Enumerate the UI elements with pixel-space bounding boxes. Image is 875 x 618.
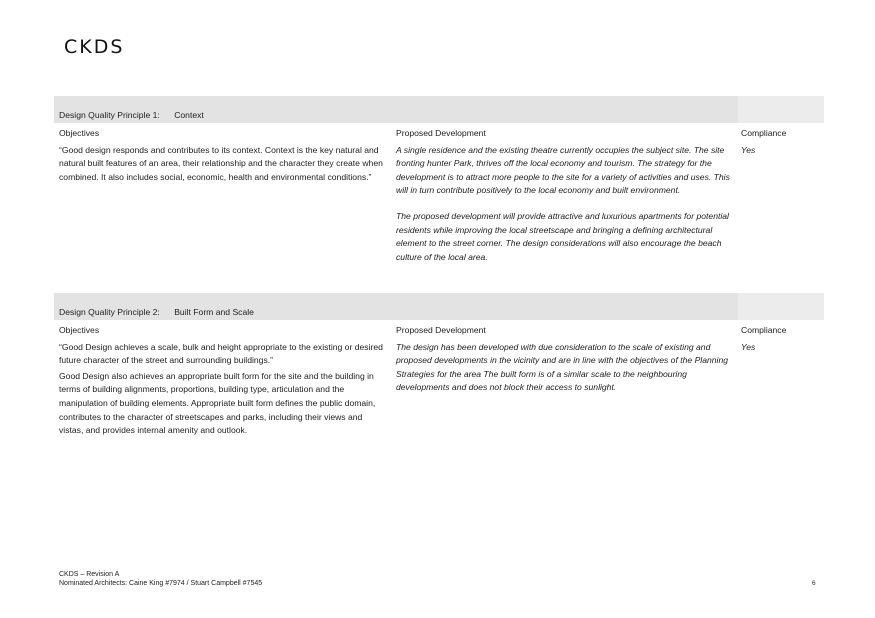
- principle-section-1: [54, 96, 824, 262]
- principle-section-2: [54, 293, 824, 436]
- compliance-header: Compliance: [741, 128, 787, 138]
- objectives-header: Objectives: [59, 128, 100, 138]
- page-number: 6: [812, 580, 816, 587]
- principle-title: [59, 307, 254, 317]
- principle-name: Context: [174, 110, 204, 120]
- development-column: [396, 123, 731, 264]
- principle-header-band: [54, 293, 824, 320]
- compliance-value: Yes: [741, 341, 756, 352]
- development-text: A single residence and the existing theatre currently occupies the subject site. The site fronting hunter Park, thrives off the local economy and tourism. The strategy for the development is to attract more people to the site for a variety of activities and uses. This will in turn contribute positively to the local economy and built environment.: [396, 144, 730, 196]
- development-header: Proposed Development: [396, 325, 486, 335]
- development-column: [396, 320, 731, 395]
- compliance-header: Compliance: [741, 325, 787, 335]
- footer-architects: Nominated Architects: Caine King #7974 / Stuart Campbell #7545: [59, 580, 263, 587]
- objectives-column: [59, 123, 384, 184]
- compliance-column: [741, 320, 821, 354]
- objective-text: “Good Design achieves a scale, bulk and height appropriate to the existing or desired future character of the street and surrounding buildings.”: [59, 341, 383, 366]
- objective-text: “Good design responds and contributes to its context. Context is the key natural and natural built features of an area, their relationship and the character they create when combined. It also includes social, economic, health and environmental conditions.”: [59, 144, 383, 182]
- development-header: Proposed Development: [396, 128, 486, 138]
- compliance-value: Yes: [741, 144, 756, 155]
- development-text: The proposed development will provide attractive and luxurious apartments for potential residents while improving the local streetscape and bringing a defining architectural element to the street corner. The design considerations will also encourage the beach culture of the local area.: [396, 210, 729, 262]
- objective-text: Good Design also achieves an appropriate built form for the site and the building in terms of building alignments, proportions, building type, articulation and the manipulation of building elements. Appropriate built form defines the public domain, contributes to the character of streetscapes and parks, including their views and vistas, and provides internal amenity and outlook.: [59, 370, 376, 436]
- principle-title: [59, 110, 204, 120]
- objectives-column: [59, 320, 384, 438]
- principle-name: Built Form and Scale: [174, 307, 254, 317]
- compliance-column: [741, 123, 821, 157]
- principle-number: Design Quality Principle 2:: [59, 307, 160, 317]
- objectives-header: Objectives: [59, 325, 100, 335]
- principle-number: Design Quality Principle 1:: [59, 110, 160, 120]
- footer-revision: CKDS – Revision A: [59, 571, 120, 578]
- development-text: The design has been developed with due consideration to the scale of existing and proposed developments in the vicinity and are in line with the objectives of the Planning Strategies for the area The built form is of a similar scale to the neighbouring developments and does not block their access to sunlight.: [396, 341, 729, 393]
- company-logo: CKDS: [64, 36, 125, 58]
- page-footer: [59, 570, 262, 588]
- principle-header-band: [54, 96, 824, 123]
